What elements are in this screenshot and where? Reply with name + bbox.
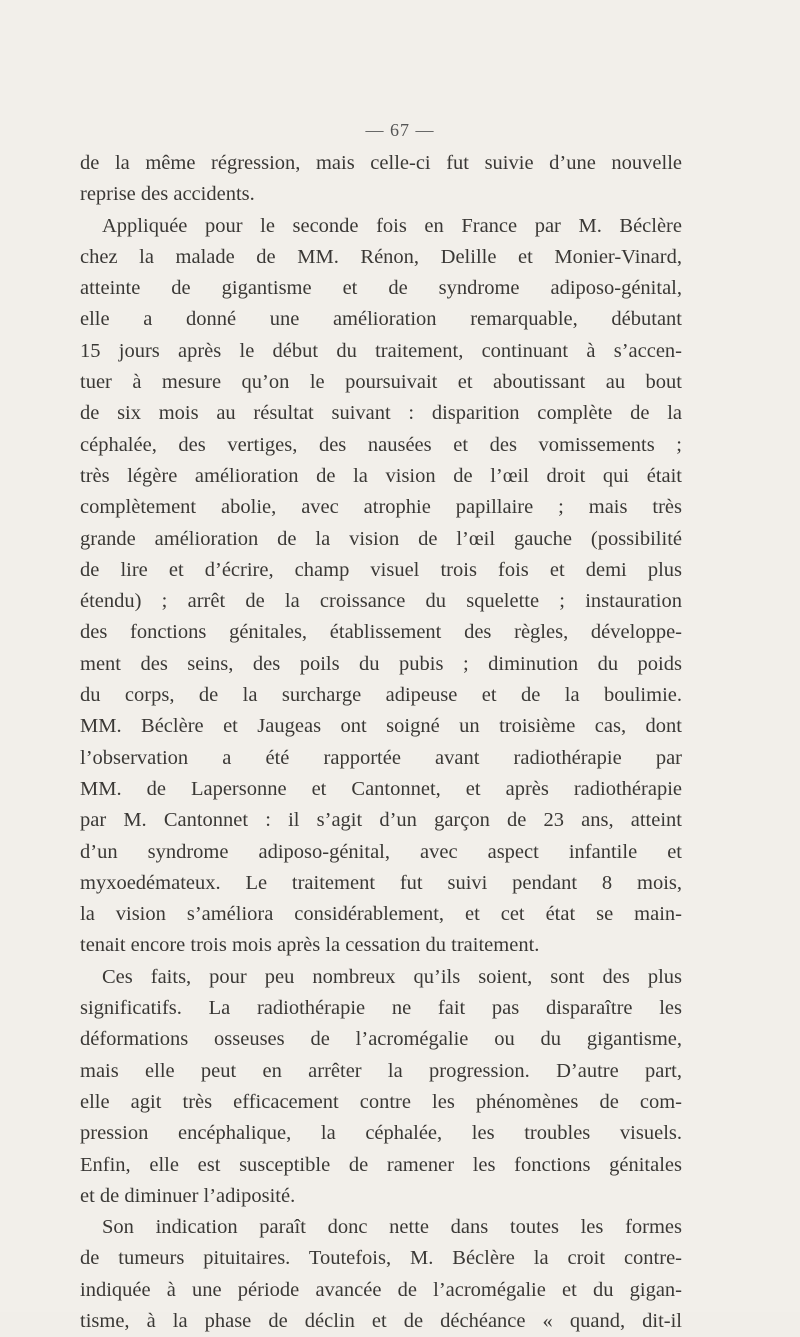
text-line: de la même régression, mais celle-ci fut suivie d’une nouvelle — [80, 152, 682, 174]
text-line: Ces faits, pour peu nombreux qu’ils soient, sont des plus — [102, 965, 682, 988]
text-line: elle agit très efficacement contre les phénomènes de com- — [80, 1090, 682, 1113]
text-line: pression encéphalique, la céphalée, les troubles visuels. — [80, 1122, 682, 1145]
text-line: la vision s’améliora considérablement, et cet état se main- — [80, 903, 682, 926]
text-line: MM. Béclère et Jaugeas ont soigné un troisième cas, dont — [80, 715, 682, 738]
text-line: Enfin, elle est susceptible de ramener les fonctions génitales — [80, 1153, 682, 1176]
text-line: mais elle peut en arrêter la progression. D’autre part, — [80, 1059, 682, 1082]
text-line: grande amélioration de la vision de l’œil gauche (possibilité — [80, 527, 682, 550]
text-line: très légère amélioration de la vision de l’œil droit qui était — [80, 464, 682, 487]
text-line: l’observation a été rapportée avant radiothérapie par — [80, 746, 682, 769]
text-line: tenait encore trois mois après la cessation du traitement. — [80, 934, 540, 957]
text-line: complètement abolie, avec atrophie papillaire ; mais très — [80, 496, 682, 519]
text-line: de lire et d’écrire, champ visuel trois fois et demi plus — [80, 558, 682, 581]
text-line: du corps, de la surcharge adipeuse et de la boulimie. — [80, 684, 682, 707]
text-line: indiquée à une période avancée de l’acromégalie et du gigan- — [80, 1278, 682, 1301]
text-line: Appliquée pour le seconde fois en France par M. Béclère — [102, 214, 682, 237]
text-line: tisme, à la phase de déclin et de déchéance « quand, dit-il — [80, 1309, 682, 1332]
text-line: significatifs. La radiothérapie ne fait pas disparaître les — [80, 997, 682, 1020]
text-line: de six mois au résultat suivant : disparition complète de la — [80, 402, 682, 425]
text-line: déformations osseuses de l’acromégalie ou du gigantisme, — [80, 1028, 682, 1051]
text-line: reprise des accidents. — [80, 183, 255, 206]
text-line: céphalée, des vertiges, des nausées et des vomissements ; — [80, 433, 682, 456]
text-line: atteinte de gigantisme et de syndrome adiposo-génital, — [80, 277, 682, 300]
text-line: myxoedémateux. Le traitement fut suivi pendant 8 mois, — [80, 871, 682, 894]
text-line: Son indication paraît donc nette dans toutes les formes — [102, 1216, 682, 1239]
text-line: ment des seins, des poils du pubis ; diminution du poids — [80, 652, 682, 675]
text-line: MM. de Lapersonne et Cantonnet, et après radiothérapie — [80, 777, 682, 800]
text-line: tuer à mesure qu’on le poursuivait et aboutissant au bout — [80, 371, 682, 394]
body-text — [80, 148, 682, 1337]
text-line: chez la malade de MM. Rénon, Delille et Monier-Vinard, — [80, 245, 682, 268]
text-line: de tumeurs pituitaires. Toutefois, M. Béclère la croit contre- — [80, 1247, 682, 1270]
text-line: des fonctions génitales, établissement des règles, développe- — [80, 621, 682, 644]
text-line: elle a donné une amélioration remarquable, débutant — [80, 308, 682, 331]
text-line: étendu) ; arrêt de la croissance du squelette ; instauration — [80, 590, 682, 613]
text-line: et de diminuer l’adiposité. — [80, 1184, 296, 1207]
page-number: — 67 — — [365, 120, 435, 140]
text-line: d’un syndrome adiposo-génital, avec aspect infantile et — [80, 840, 682, 863]
text-line: 15 jours après le début du traitement, continuant à s’accen- — [80, 339, 682, 362]
text-line: par M. Cantonnet : il s’agit d’un garçon de 23 ans, atteint — [80, 809, 682, 832]
